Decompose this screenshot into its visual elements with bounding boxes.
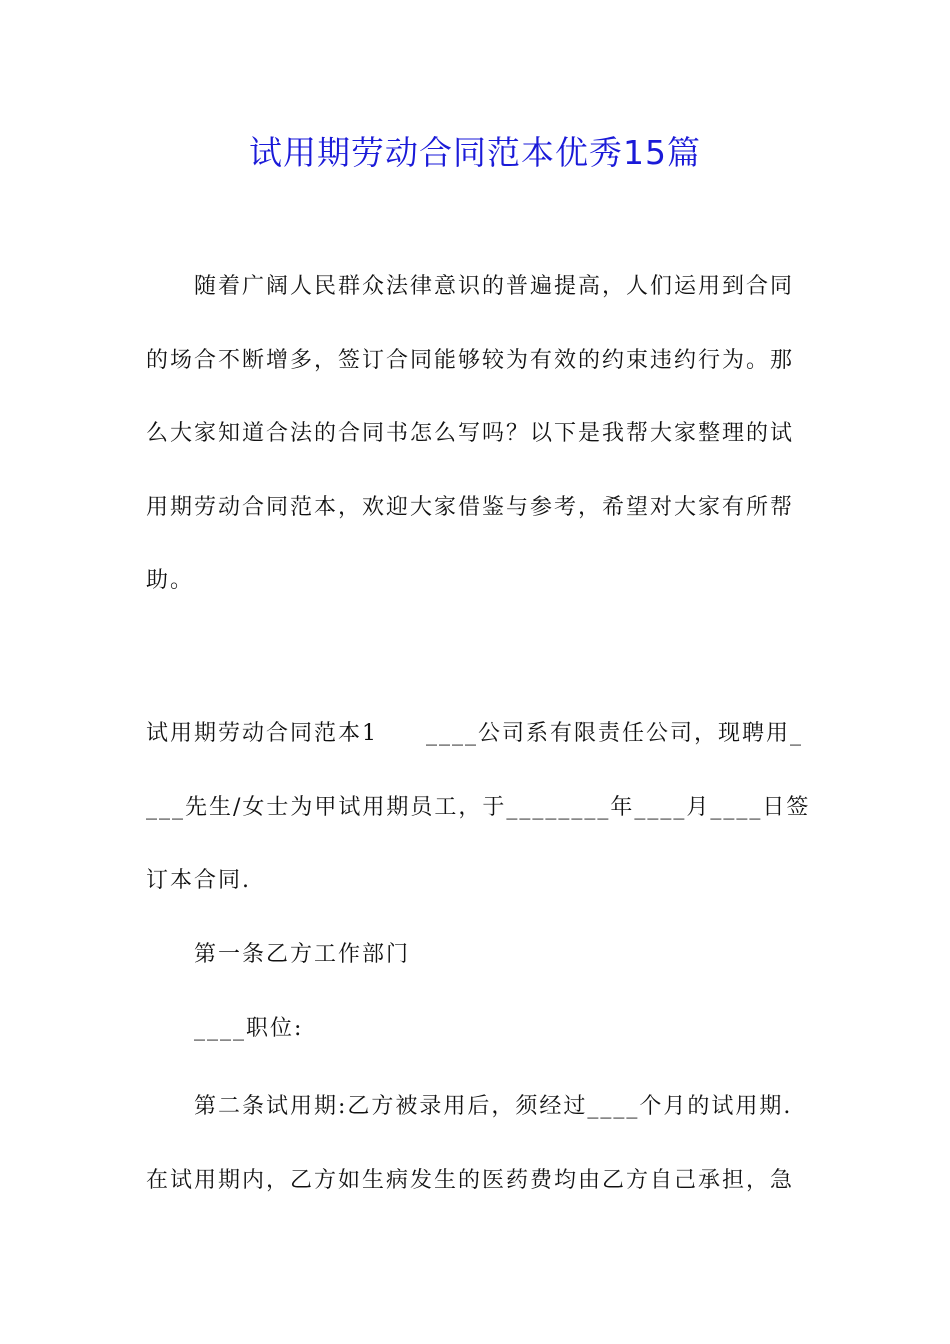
intro-line-4: 用期劳动合同范本，欢迎大家借鉴与参考，希望对大家有所帮 (146, 494, 795, 520)
article-1-heading-block (146, 918, 810, 992)
intro-line-3: 么大家知道合法的合同书怎么写吗？以下是我帮大家整理的试 (146, 421, 795, 446)
article-1-heading: 第一条乙方工作部门 (194, 942, 411, 967)
intro-line-1: 随着广阔人民群众法律意识的普遍提高，人们运用到合同 (194, 274, 795, 299)
article-2-paragraph (146, 1070, 810, 1217)
intro-line-2: 的场合不断增多，签订合同能够较为有效的约束违约行为。那 (146, 347, 795, 373)
contract-line-2: ___先生/女士为甲试用期员工，于________年____月____日签 (146, 794, 810, 820)
contract-intro-paragraph (146, 697, 810, 918)
document-title: 试用期劳动合同范本优秀15篇 (249, 133, 701, 172)
position-block (146, 992, 810, 1066)
article-2-line-1: 第二条试用期:乙方被录用后，须经过____个月的试用期. (194, 1094, 793, 1119)
position-line: ____职位: (194, 1016, 304, 1041)
intro-line-5: 助。 (146, 568, 195, 593)
contract-line-3: 订本合同. (146, 868, 251, 893)
contract-line-1: 试用期劳动合同范本1 ____公司系有限责任公司，现聘用_ (146, 721, 803, 746)
article-2-line-2: 在试用期内，乙方如生病发生的医药费均由乙方自己承担，急 (146, 1167, 795, 1193)
intro-paragraph (146, 250, 810, 618)
